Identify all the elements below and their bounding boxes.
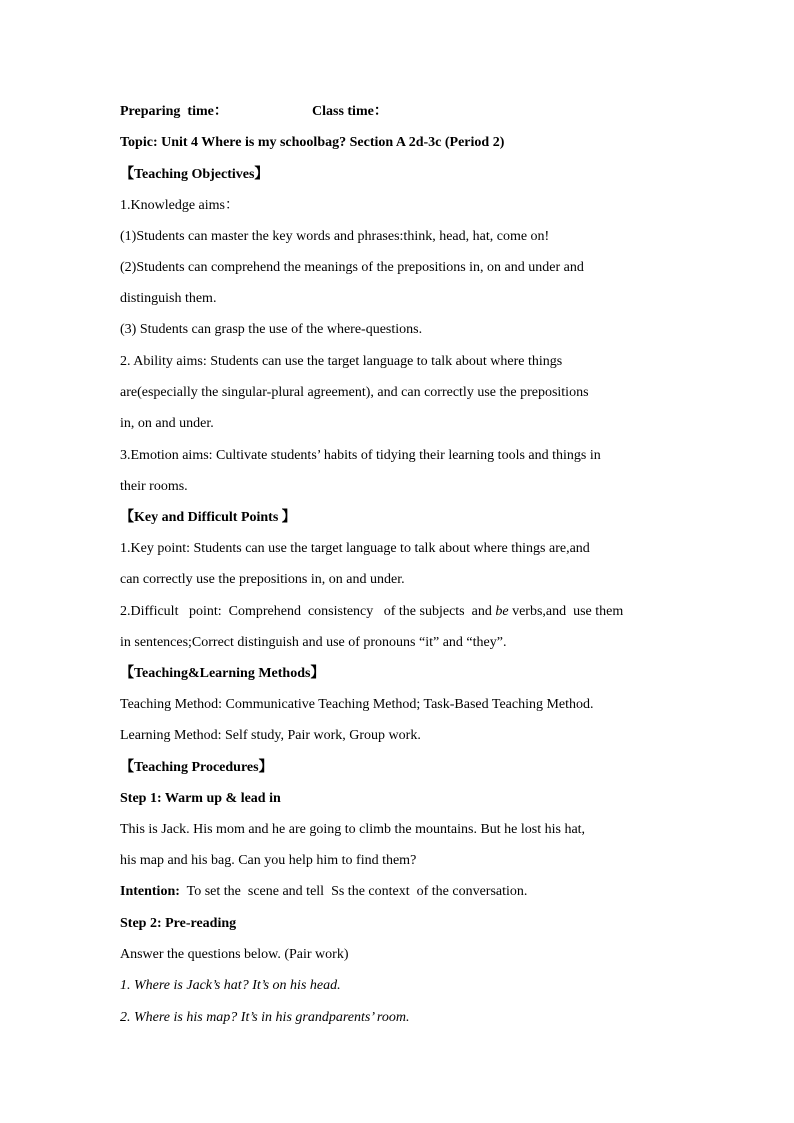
difficult-point-text-b: verbs,and use them xyxy=(508,604,624,619)
procedures-heading: 【Teaching Procedures】 xyxy=(120,760,273,775)
preparing-time-label: Preparing time： xyxy=(120,104,228,119)
key-point-line-1: 1.Key point: Students can use the target language to talk about where things are,and xyxy=(120,541,590,556)
preparing-time-row xyxy=(120,102,680,122)
teaching-method-line: Teaching Method: Communicative Teaching Method; Task-Based Teaching Method. xyxy=(120,697,594,712)
ability-aims-line-2: are(especially the singular-plural agreement), and can correctly use the prepositions xyxy=(120,385,589,400)
knowledge-aim-3: (3) Students can grasp the use of the where-questions. xyxy=(120,322,423,337)
ability-aims-line-1: 2. Ability aims: Students can use the target language to talk about where things xyxy=(120,354,563,369)
class-time-label: Class time： xyxy=(312,104,388,119)
step-1-title: Step 1: Warm up & lead in xyxy=(120,791,281,806)
step-1-line-1: This is Jack. His mom and he are going to climb the mountains. But he lost his hat, xyxy=(120,822,586,837)
intention-text: To set the scene and tell Ss the context of the conversation. xyxy=(179,884,528,899)
intention-line xyxy=(120,882,680,902)
intention-label: Intention: xyxy=(120,884,180,899)
key-points-heading: 【Key and Difficult Points 】 xyxy=(120,510,296,525)
question-1: 1. Where is Jack’s hat? It’s on his head. xyxy=(120,978,341,993)
step-2-title: Step 2: Pre-reading xyxy=(120,916,237,931)
emotion-aims-line-2: their rooms. xyxy=(120,479,188,494)
difficult-point-text-a: 2.Difficult point: Comprehend consistency of the subjects and xyxy=(120,604,496,619)
key-point-line-2: can correctly use the prepositions in, on and under. xyxy=(120,572,405,587)
knowledge-aim-2-line-1: (2)Students can comprehend the meanings of the prepositions in, on and under and xyxy=(120,260,584,275)
knowledge-aim-1: (1)Students can master the key words and phrases:think, head, hat, come on! xyxy=(120,229,550,244)
step-1-line-2: his map and his bag. Can you help him to find them? xyxy=(120,853,417,868)
methods-heading: 【Teaching&Learning Methods】 xyxy=(120,666,325,681)
learning-method-line: Learning Method: Self study, Pair work, Group work. xyxy=(120,728,421,743)
emotion-aims-line-1: 3.Emotion aims: Cultivate students’ habits of tidying their learning tools and things in xyxy=(120,448,601,463)
difficult-point-be-word: be xyxy=(495,604,509,619)
ability-aims-line-3: in, on and under. xyxy=(120,416,214,431)
answer-intro: Answer the questions below. (Pair work) xyxy=(120,947,349,962)
difficult-point-line-2: in sentences;Correct distinguish and use of pronouns “it” and “they”. xyxy=(120,635,507,650)
topic-line: Topic: Unit 4 Where is my schoolbag? Section A 2d-3c (Period 2) xyxy=(120,135,505,150)
knowledge-aim-2-line-2: distinguish them. xyxy=(120,291,217,306)
knowledge-aims-title: 1.Knowledge aims： xyxy=(120,198,239,213)
question-2: 2. Where is his map? It’s in his grandparents’ room. xyxy=(120,1010,410,1025)
objectives-heading: 【Teaching Objectives】 xyxy=(120,167,269,182)
difficult-point-line-1 xyxy=(120,602,680,622)
